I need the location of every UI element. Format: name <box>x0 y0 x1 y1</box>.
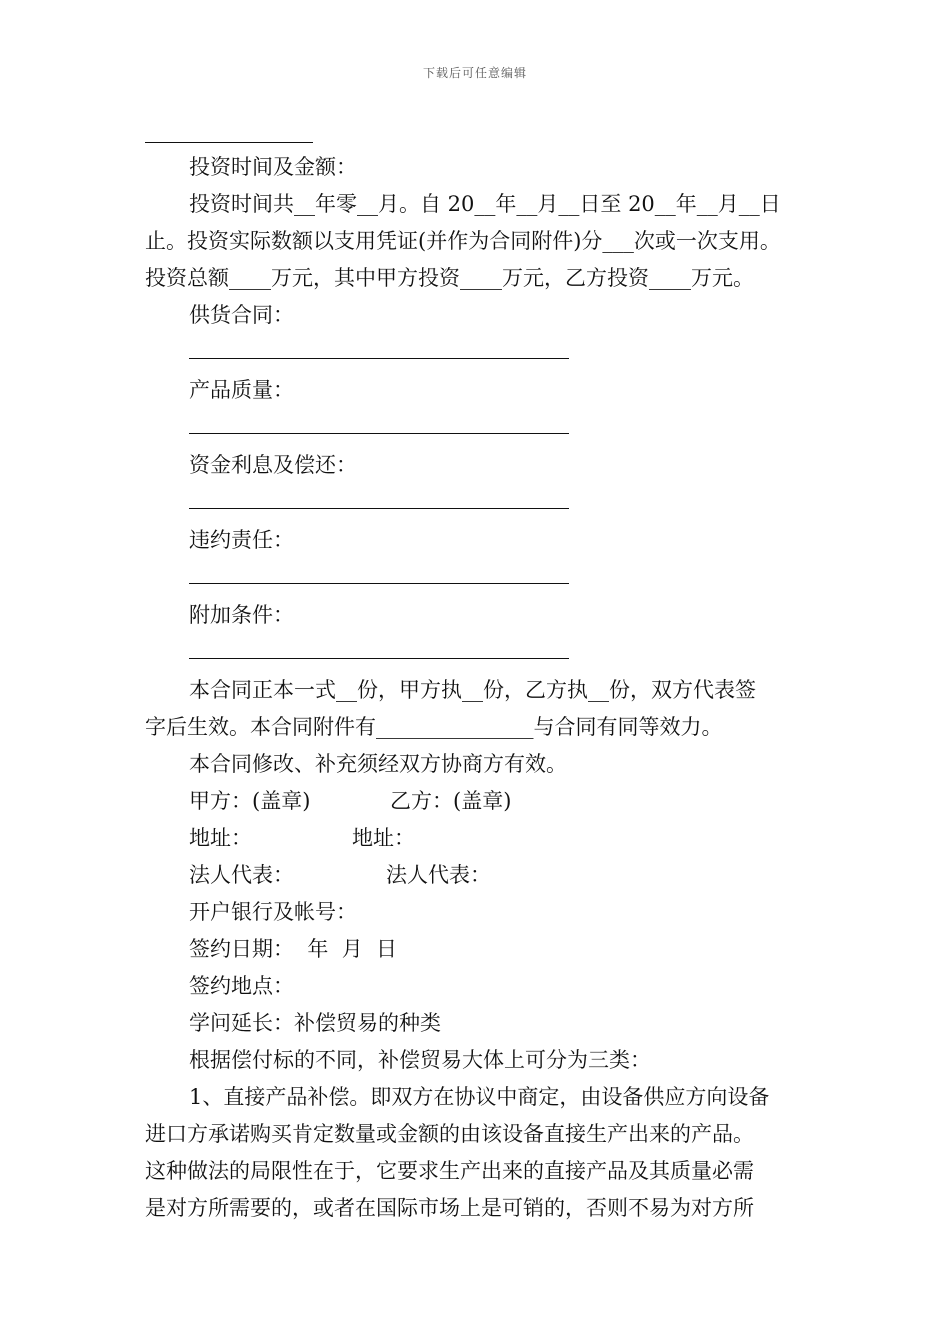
paragraph-line: 这种做法的局限性在于，它要求生产出来的直接产品及其质量必需 <box>145 1159 754 1183</box>
rep-a-label: 法人代表： <box>189 863 294 887</box>
paragraph-line: 进口方承诺购买肯定数量或金额的由该设备直接生产出来的产品。 <box>145 1122 754 1146</box>
sign-place-label: 签约地点： <box>189 974 294 998</box>
fill-in-line <box>189 634 569 659</box>
signature-row-address <box>145 820 825 857</box>
fill-in-line <box>189 334 569 359</box>
paragraph-line: 投资总额____万元，其中甲方投资____万元，乙方投资____万元。 <box>145 266 754 290</box>
fill-in-line <box>189 484 569 509</box>
paragraph-line: 1、直接产品补偿。即双方在协议中商定，由设备供应方向设备 <box>189 1085 770 1109</box>
party-b-label: 乙方：(盖章) <box>390 789 512 813</box>
paragraph-line: 投资时间共__年零__月。自 20__年__月__日至 20__年__月__日 <box>189 192 781 216</box>
section-title-breach: 违约责任： <box>189 528 294 552</box>
paragraph-line: 是对方所需要的，或者在国际市场上是可销的，否则不易为对方所 <box>145 1196 754 1220</box>
page-header: 下载后可任意编辑 <box>422 66 527 80</box>
paragraph-line: 字后生效。本合同附件有_______________与合同有同等效力。 <box>145 715 723 739</box>
signature-row-party <box>145 783 825 820</box>
document-body <box>145 118 825 1227</box>
address-a-label: 地址： <box>189 826 252 850</box>
extension-title: 学问延长：补偿贸易的种类 <box>189 1011 441 1035</box>
signature-row-rep <box>145 857 825 894</box>
section-title-quality: 产品质量： <box>189 378 294 402</box>
fill-in-line <box>189 409 569 434</box>
section-title-supply: 供货合同： <box>189 303 294 327</box>
fill-in-line <box>145 118 313 143</box>
sign-date-label: 签约日期： 年 月 日 <box>189 937 398 961</box>
address-b-label: 地址： <box>352 826 415 850</box>
fill-in-line <box>189 559 569 584</box>
section-title-investment: 投资时间及金额： <box>189 155 357 179</box>
paragraph-line: 本合同正本一式__份，甲方执__份，乙方执__份，双方代表签 <box>189 678 756 702</box>
bank-label: 开户银行及帐号： <box>189 900 357 924</box>
section-title-extra: 附加条件： <box>189 603 294 627</box>
rep-b-label: 法人代表： <box>386 863 491 887</box>
party-a-label: 甲方：(盖章) <box>189 789 311 813</box>
paragraph-line: 本合同修改、补充须经双方协商方有效。 <box>189 752 567 776</box>
extension-intro: 根据偿付标的不同，补偿贸易大体上可分为三类： <box>189 1048 651 1072</box>
paragraph-line: 止。投资实际数额以支用凭证(并作为合同附件)分___次或一次支用。 <box>145 229 781 253</box>
section-title-interest: 资金利息及偿还： <box>189 453 357 477</box>
